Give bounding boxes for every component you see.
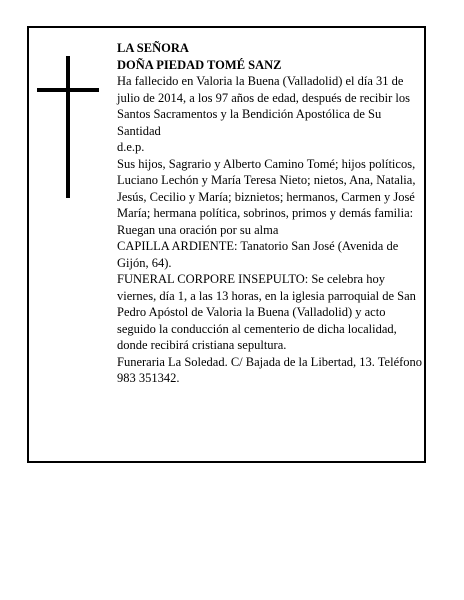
cross-vertical-bar xyxy=(66,56,70,198)
prayer-request: Ruegan una oración por su alma xyxy=(117,222,279,237)
rip-abbreviation: d.e.p. xyxy=(117,140,145,154)
notice-title-line1: LA SEÑORA xyxy=(117,41,189,55)
notice-title-line2: DOÑA PIEDAD TOMÉ SANZ xyxy=(117,57,282,72)
funeral-home-contact: Funeraria La Soledad. C/ Bajada de la Libertad, 13. Teléfono 983 351342. xyxy=(117,354,423,385)
death-announcement: Ha fallecido en Valoria la Buena (Valladolid) el día 31 de julio de 2014, a los 97 años de edad, después de recibir los Santos Sacramentos y la Bendición Apostólica de Su Santidad xyxy=(117,74,410,138)
notice-text xyxy=(117,40,423,387)
cross-horizontal-bar xyxy=(37,88,99,92)
family-list: Sus hijos, Sagrario y Alberto Camino Tomé; hijos políticos, Luciano Lechón y María Teresa Nieto; nietos, Ana, Natalia, Jesús, Cecilio y María; biznietos; hermanos, Carmen y José María; hermana política, sobrinos, primos y demás familia: xyxy=(117,156,416,220)
obituary-notice xyxy=(27,26,426,463)
chapel-info: CAPILLA ARDIENTE: Tanatorio San José (Avenida de Gijón, 64). xyxy=(117,239,399,270)
cross-icon xyxy=(37,56,99,198)
funeral-info: FUNERAL CORPORE INSEPULTO: Se celebra hoy viernes, día 1, a las 13 horas, en la iglesia parroquial de San Pedro Apóstol de Valoria la Buena (Valladolid) y acto seguido la conducción al cementerio de dicha localidad, donde recibirá cristiana sepultura. xyxy=(117,272,416,352)
